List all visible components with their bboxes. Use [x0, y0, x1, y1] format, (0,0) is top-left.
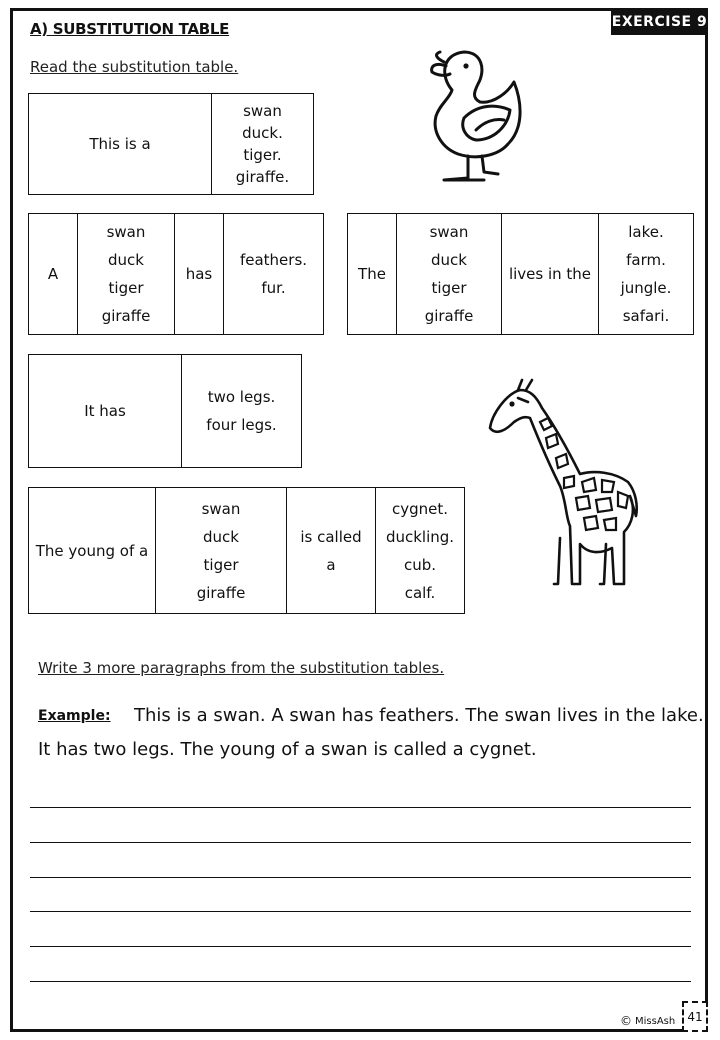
writing-line: [30, 842, 691, 843]
exercise-tab: EXERCISE 9: [611, 8, 708, 35]
table4-option: four legs.: [206, 416, 277, 434]
table5-options: [376, 488, 465, 614]
table1-option: tiger.: [243, 146, 282, 164]
table3-option: farm.: [626, 251, 666, 269]
substitution-table-2: [28, 213, 324, 335]
table5-lead: The young of a: [29, 488, 156, 614]
table3-option: lake.: [628, 223, 664, 241]
table5-animal: tiger: [203, 555, 239, 574]
table1-option: duck.: [242, 124, 283, 142]
writing-line: [30, 807, 691, 808]
table5-verb: [287, 488, 376, 614]
table3-option: jungle.: [620, 279, 672, 297]
table3-option: safari.: [622, 307, 670, 325]
table3-lead: The: [348, 214, 397, 335]
duck-icon: [424, 46, 524, 186]
table5-option: calf.: [404, 583, 436, 602]
table5-animal: giraffe: [196, 583, 246, 602]
table4-option: two legs.: [207, 388, 276, 406]
table2-animal: tiger: [108, 279, 144, 297]
substitution-table-1: [28, 93, 314, 195]
table5-option: cygnet.: [391, 499, 449, 518]
page-number: 41: [682, 1001, 708, 1032]
table5-option: duckling.: [385, 527, 455, 546]
writing-line: [30, 911, 691, 912]
table3-animal: tiger: [431, 279, 467, 297]
substitution-table-4: [28, 354, 302, 468]
table5-verb-line: a: [326, 555, 336, 574]
copyright-icon: ©: [620, 1014, 632, 1028]
instruction-write: Write 3 more paragraphs from the substitution tables.: [38, 659, 445, 677]
table2-option: fur.: [261, 279, 286, 297]
table2-animals: [78, 214, 175, 335]
table2-verb: has: [175, 214, 224, 335]
table5-option: cub.: [403, 555, 437, 574]
table2-animal: duck: [108, 251, 144, 269]
table1-option: giraffe.: [235, 168, 290, 186]
table1-options: [212, 94, 314, 195]
table3-animal: duck: [431, 251, 467, 269]
table2-option: feathers.: [239, 251, 308, 269]
table3-options: [599, 214, 694, 335]
writing-line: [30, 981, 691, 982]
table2-animal: giraffe: [101, 307, 151, 325]
table2-animal: swan: [106, 223, 146, 241]
writing-line: [30, 877, 691, 878]
section-heading: A) SUBSTITUTION TABLE: [30, 20, 230, 38]
table5-animal: swan: [201, 499, 241, 518]
footer-credit: [620, 1014, 675, 1028]
table4-options: [182, 355, 302, 468]
instruction-read: Read the substitution table.: [30, 58, 239, 76]
table3-animals: [397, 214, 502, 335]
table4-lead: It has: [29, 355, 182, 468]
table1-option: swan: [243, 102, 282, 120]
example-line-2: It has two legs. The young of a swan is called a cygnet.: [38, 739, 537, 760]
table3-verb: lives in the: [502, 214, 599, 335]
table3-animal: giraffe: [424, 307, 474, 325]
table1-lead: This is a: [29, 94, 212, 195]
table5-animal: duck: [203, 527, 239, 546]
credit-text: MissAsh: [635, 1015, 676, 1027]
table2-lead: A: [29, 214, 78, 335]
table5-verb-line: is called: [300, 527, 362, 546]
writing-line: [30, 946, 691, 947]
substitution-table-3: [347, 213, 694, 335]
substitution-table-5: [28, 487, 465, 614]
table3-animal: swan: [429, 223, 469, 241]
example-line-1: This is a swan. A swan has feathers. The swan lives in the lake.: [134, 705, 704, 726]
example-label: Example:: [38, 708, 111, 724]
giraffe-icon: [478, 378, 658, 592]
table5-animals: [156, 488, 287, 614]
table2-options: [224, 214, 324, 335]
